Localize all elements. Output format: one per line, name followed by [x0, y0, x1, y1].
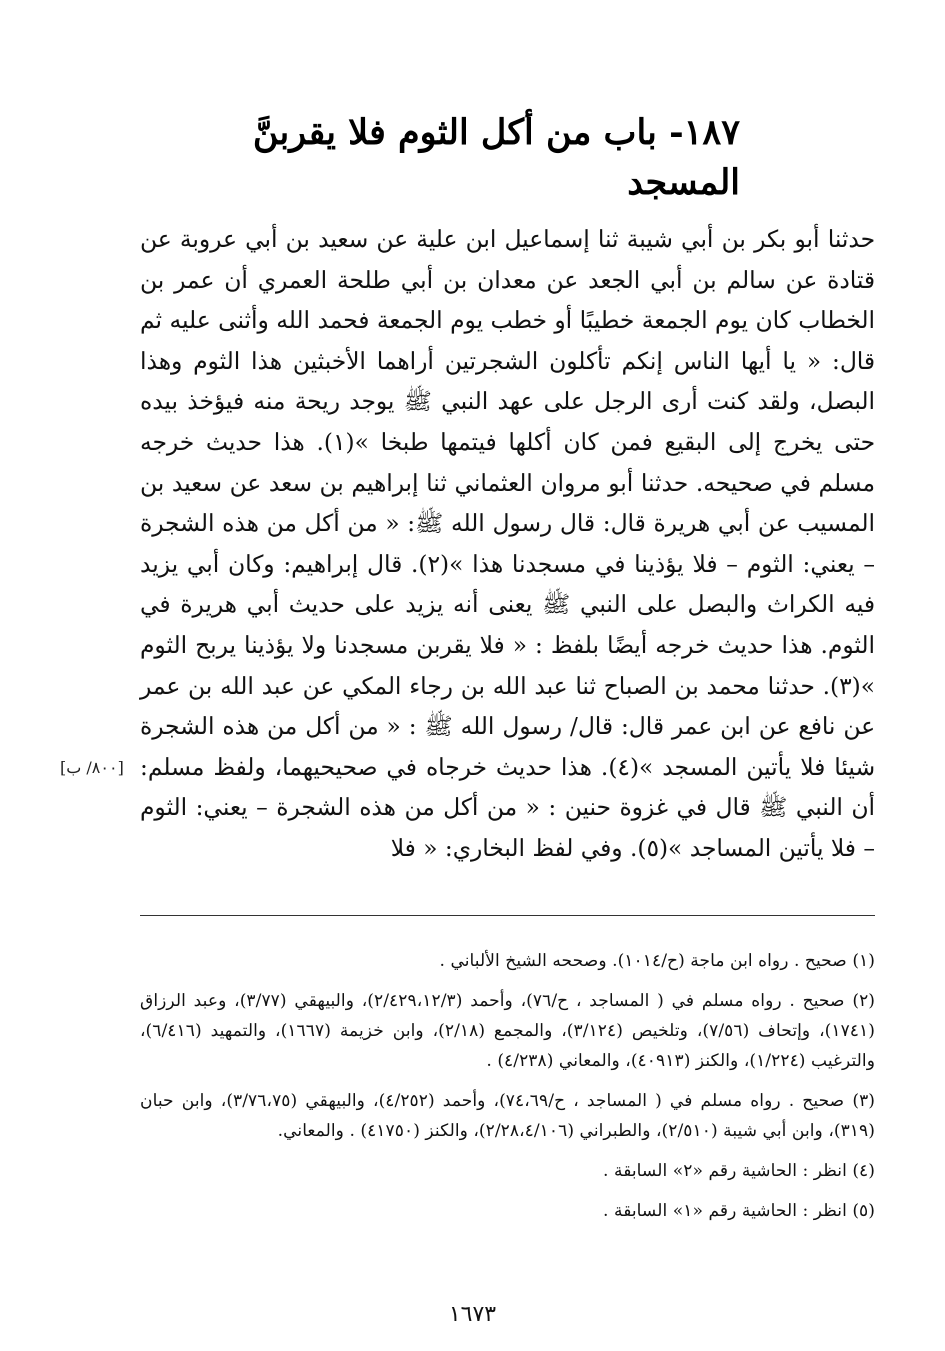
footnote-separator — [140, 915, 875, 916]
footnote-4: (٤) انظر : الحاشية رقم «٢» السابقة . — [603, 1161, 875, 1181]
chapter-title: ١٨٧- باب من أكل الثوم فلا يقربنَّ المسجد — [252, 112, 740, 203]
footnote-1: (١) صحيح . رواه ابن ماجة (ح/١٠١٤). وصححه الشيخ الألباني . — [439, 951, 875, 971]
page-number: ١٦٧٣ — [448, 1302, 497, 1327]
main-text — [140, 220, 875, 870]
footnotes — [140, 946, 875, 1236]
footnote-5: (٥) انظر : الحاشية رقم «١» السابقة . — [603, 1201, 875, 1221]
main-paragraph: حدثنا أبو بكر بن أبي شيبة ثنا إسماعيل ابن علية عن سعيد بن أبي عروبة عن قتادة عن سالم بن أبي الجعد عن معدان بن أبي طلحة العمري أن عمر بن الخطاب كان يوم الجمعة خطيبًا أو خطب يوم الجمعة فحمد الله وأثنى عليه ثم قال: « يا أيها الناس إنكم تأكلون الشجرتين أراهما الأخبثين هذا الثوم وهذا البصل، ولقد كنت أرى الرجل على عهد النبي ﷺ يوجد ريحة منه فيؤخذ بيده حتى يخرج إلى البقيع فمن كان أكلها فيتمها طبخا »(١). هذا حديث خرجه مسلم في صحيحه. حدثنا أبو مروان العثماني ثنا إبراهيم بن سعد عن سعيد بن المسيب عن أبي هريرة قال: قال رسول الله ﷺ: « من أكل من هذه الشجرة – يعني: الثوم – فلا يؤذينا في مسجدنا هذا »(٢). قال إبراهيم: وكان أبي يزيد فيه الكراث والبصل على النبي ﷺ يعنى أنه يزيد على حديث أبي هريرة في الثوم. هذا حديث خرجه أيضًا بلفظ : « فلا يقربن مسجدنا ولا يؤذينا يربح الثوم »(٣). حدثنا محمد بن الصباح ثنا عبد الله بن رجاء المكي عن عبد الله بن عمر عن نافع عن ابن عمر قال: قال/ رسول الله ﷺ : « من أكل من هذه الشجرة شيئا فلا يأتين المسجد »(٤). هذا حديث خرجاه في صحيحيهما، ولفظ مسلم: أن النبي ﷺ قال في غزوة حنين : « من أكل من هذه الشجرة – يعني: الثوم – فلا يأتين المساجد »(٥). وفي لفظ البخاري: « فلا — [140, 226, 875, 862]
footnote-2: (٢) صحيح . رواه مسلم في ( المساجد ، ح/٧٦)، وأحمد (٢/٤٢٩،١٢/٣)، والبيهقي (٣/٧٧)، وعبد الرزاق (١٧٤١)، وإتحاف (٧/٥٦)، وتلخيص (٣/١٢٤)، والمجمع (٢/١٨)، وابن خزيمة (١٦٦٧)، والتمهيد (٦/٤١٦)، والترغيب (١/٢٢٤)، والكنز (٤٠٩١٣)، والمعاني (٤/٢٣٨) . — [140, 991, 876, 1071]
manuscript-folio-note: [٨٠٠/ ب] — [60, 758, 124, 777]
footnote-3: (٣) صحيح . رواه مسلم في ( المساجد ، ح/٧٤،٦٩)، وأحمد (٤/٢٥٢)، والبيهقي (٣/٧٦،٧٥)، وابن حبان (٣١٩)، وابن أبي شيبة (٢/٥١٠)، والطبراني (٢/٢٨،٤/١٠٦)، والكنز (٤١٧٥٠) . والمعاني. — [140, 1091, 876, 1141]
